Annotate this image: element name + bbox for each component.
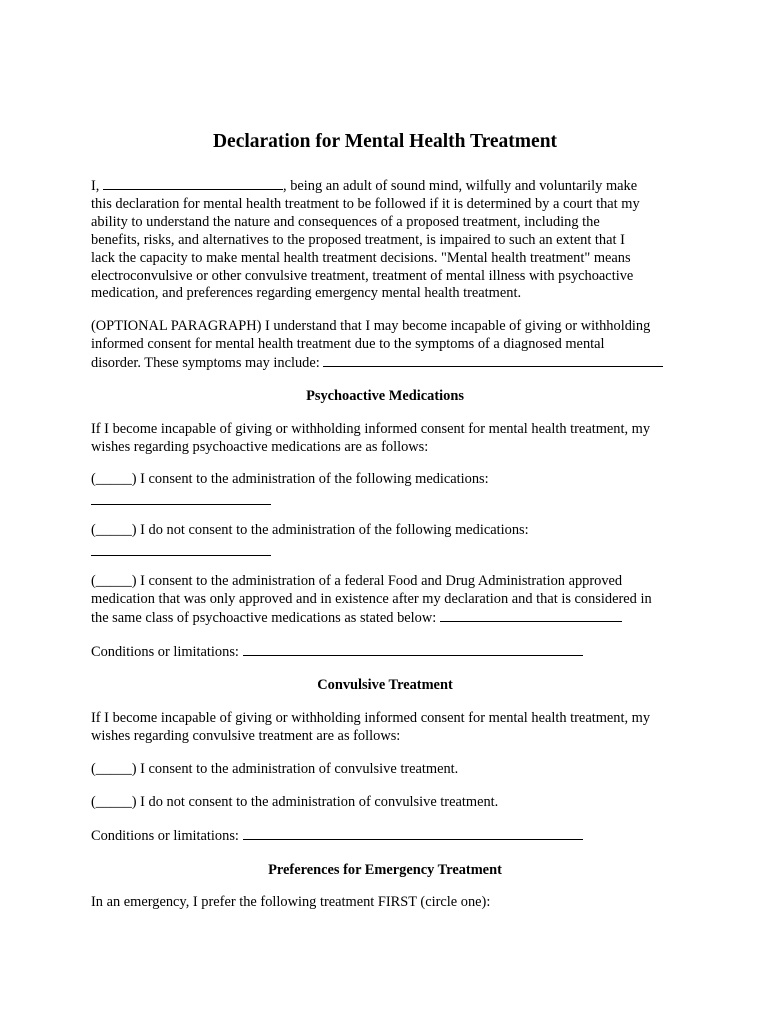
- intro-line: benefits, risks, and alternatives to the proposed treatment, is impaired to such an extent that I: [91, 231, 625, 248]
- name-blank[interactable]: [103, 177, 283, 190]
- fda-consent-item: [91, 573, 691, 628]
- emergency-text: In an emergency, I prefer the following treatment FIRST (circle one):: [91, 894, 491, 910]
- intro-line: medication, and preferences regarding emergency mental health treatment.: [91, 285, 522, 302]
- convulsive-no-consent-text: (_____) I do not consent to the administration of convulsive treatment.: [91, 794, 499, 810]
- intro-first-line-text: , being an adult of sound mind, wilfully and voluntarily make: [283, 178, 638, 194]
- fda-line: medication that was only approved and in existence after my declaration and that is considered in: [91, 590, 652, 607]
- convulsive-consent-text: (_____) I consent to the administration of convulsive treatment.: [91, 761, 459, 777]
- intro-first-line: [91, 177, 691, 196]
- psychoactive-heading: Psychoactive Medications: [306, 388, 464, 404]
- psychoactive-conditions: [91, 643, 691, 662]
- optional-paragraph: [91, 318, 691, 373]
- convulsive-conditions-line: [91, 827, 691, 846]
- convulsive-intro-line: wishes regarding convulsive treatment are as follows:: [91, 727, 401, 744]
- document-title: Declaration for Mental Health Treatment: [212, 131, 558, 152]
- intro-line: this declaration for mental health treatment to be followed if it is determined by a court that my: [91, 195, 640, 212]
- fda-last-text: the same class of psychoactive medications as stated below:: [91, 609, 440, 626]
- intro-line: lack the capacity to make mental health treatment decisions. "Mental health treatment" means: [91, 249, 631, 266]
- intro-start-text: I,: [91, 178, 103, 194]
- psychoactive-intro-line: If I become incapable of giving or withholding informed consent for mental health treatment, my: [91, 421, 651, 437]
- convulsive-intro: [91, 710, 691, 746]
- convulsive-conditions-label: Conditions or limitations:: [91, 828, 243, 844]
- convulsive-intro-line: If I become incapable of giving or withholding informed consent for mental health treatment, my: [91, 710, 651, 726]
- emergency-heading: Preferences for Emergency Treatment: [268, 862, 502, 878]
- psychoactive-conditions-line: [91, 643, 691, 662]
- optional-line: informed consent for mental health treatment due to the symptoms of a diagnosed mental: [91, 335, 605, 352]
- optional-last-line: [91, 354, 691, 373]
- intro-paragraph: [91, 177, 691, 303]
- psychoactive-no-consent-text: (_____) I do not consent to the administration of the following medications:: [91, 522, 529, 538]
- convulsive-conditions-blank[interactable]: [243, 827, 583, 840]
- psychoactive-consent-item: [91, 471, 691, 505]
- intro-line: ability to understand the nature and consequences of a proposed treatment, including the: [91, 213, 600, 230]
- emergency-text-block: [91, 894, 691, 912]
- psychoactive-intro: [91, 421, 691, 457]
- fda-medication-blank[interactable]: [440, 609, 622, 622]
- symptoms-blank[interactable]: [323, 354, 663, 367]
- intro-line: electroconvulsive or other convulsive treatment, treatment of mental illness with psychoactive: [91, 267, 634, 284]
- convulsive-no-consent-item: [91, 794, 691, 812]
- symptoms-label: disorder. These symptoms may include:: [91, 354, 324, 371]
- psychoactive-conditions-label: Conditions or limitations:: [91, 644, 243, 660]
- fda-last-line: [91, 609, 691, 628]
- psychoactive-intro-line: wishes regarding psychoactive medications are as follows:: [91, 438, 429, 455]
- psychoactive-no-consent-blank[interactable]: [91, 540, 271, 556]
- fda-line: (_____) I consent to the administration of a federal Food and Drug Administration approved: [91, 573, 623, 589]
- psychoactive-no-consent-item: [91, 522, 691, 556]
- optional-line: (OPTIONAL PARAGRAPH) I understand that I may become incapable of giving or withholding: [91, 318, 651, 334]
- psychoactive-consent-text: (_____) I consent to the administration of the following medications:: [91, 471, 489, 487]
- psychoactive-conditions-blank[interactable]: [243, 643, 583, 656]
- psychoactive-consent-blank[interactable]: [91, 489, 271, 505]
- convulsive-consent-item: [91, 761, 691, 779]
- convulsive-conditions: [91, 827, 691, 846]
- convulsive-heading: Convulsive Treatment: [317, 677, 453, 693]
